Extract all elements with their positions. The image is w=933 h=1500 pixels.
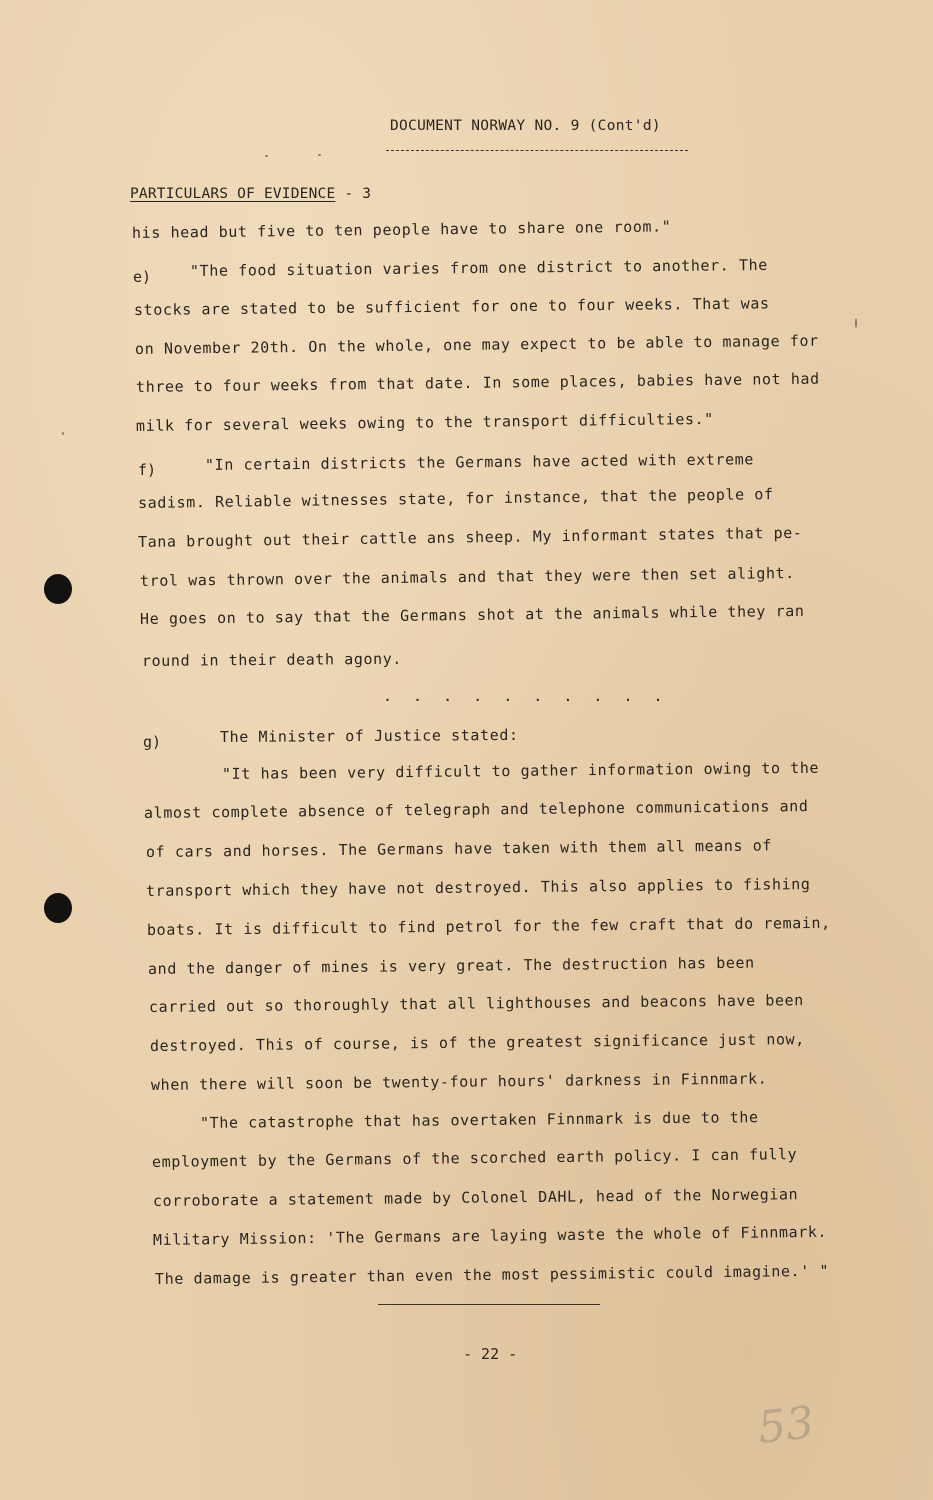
text-line: trol was thrown over the animals and that they were then set alight. — [139, 563, 795, 590]
header-rule — [386, 150, 688, 151]
paragraph-label-f: f) — [138, 461, 157, 479]
text-line: milk for several weeks owing to the transport difficulties." — [135, 409, 714, 435]
text-line: employment by the Germans of the scorched earth policy. I can fully — [151, 1145, 798, 1171]
paper-speck — [318, 154, 321, 156]
document-header: DOCUMENT NORWAY NO. 9 (Cont'd) — [390, 118, 661, 134]
text-line: his head but five to ten people have to share one room." — [131, 217, 672, 242]
text-line: "It has been very difficult to gather information owing to the — [221, 758, 820, 783]
text-line: Military Mission: 'The Germans are laying waste the whole of Finnmark. — [152, 1222, 828, 1249]
paper-speck — [62, 432, 64, 435]
text-line: boats. It is difficult to find petrol for the few craft that do remain, — [146, 913, 831, 939]
text-line: "In certain districts the Germans have acted with extreme — [204, 450, 755, 474]
text-line: corroborate a statement made by Colonel DAHL, head of the Norwegian — [152, 1185, 799, 1210]
text-line: when there will soon be twenty-four hours' darkness in Finnmark. — [150, 1069, 768, 1094]
paragraph-label-g: g) — [143, 733, 162, 751]
section-separator: . . . . . . . . . . — [383, 687, 669, 705]
handwritten-page-annotation: 53 — [755, 1397, 817, 1454]
paragraph-label-e: e) — [133, 268, 152, 286]
closing-rule — [378, 1304, 600, 1305]
text-line: three to four weeks from that date. In some places, babies have not had — [135, 369, 820, 396]
text-line: Tana brought out their cattle ans sheep. My informant states that pe- — [137, 523, 803, 551]
text-line: The Minister of Justice stated: — [219, 725, 519, 746]
text-line: and the danger of mines is very great. The destruction has been — [147, 953, 755, 978]
text-line: "The food situation varies from one district to another. The — [189, 255, 768, 280]
text-line: carried out so thoroughly that all lighthouses and beacons have been — [148, 991, 804, 1016]
section-subheading — [130, 186, 371, 202]
text-line: almost complete absence of telegraph and telephone communications and — [143, 797, 809, 822]
text-line: He goes on to say that the Germans shot at the animals while they ran — [139, 601, 805, 628]
text-line: transport which they have not destroyed. This also applies to fishing — [145, 875, 811, 900]
subheading-number: - 3 — [344, 186, 372, 202]
page-number: - 22 - — [463, 1345, 518, 1363]
text-line: "The catastrophe that has overtaken Finnmark is due to the — [199, 1108, 759, 1132]
text-line: The damage is greater than even the most pessimistic could imagine.' " — [154, 1261, 830, 1288]
subheading-text: PARTICULARS OF EVIDENCE — [130, 186, 336, 202]
text-line: round in their death agony. — [141, 649, 403, 670]
text-line: of cars and horses. The Germans have taken with them all means of — [145, 836, 773, 861]
paper-speck — [265, 155, 268, 157]
text-line: sadism. Reliable witnesses state, for instance, that the people of — [137, 485, 774, 512]
text-line: stocks are stated to be sufficient for one to four weeks. That was — [133, 294, 770, 319]
text-line: destroyed. This of course, is of the greatest significance just now, — [149, 1030, 805, 1055]
text-line: on November 20th. On the whole, one may expect to be able to manage for — [134, 331, 819, 358]
punch-hole-top — [44, 574, 72, 604]
paper-speck — [855, 318, 857, 328]
punch-hole-bottom — [44, 893, 72, 923]
